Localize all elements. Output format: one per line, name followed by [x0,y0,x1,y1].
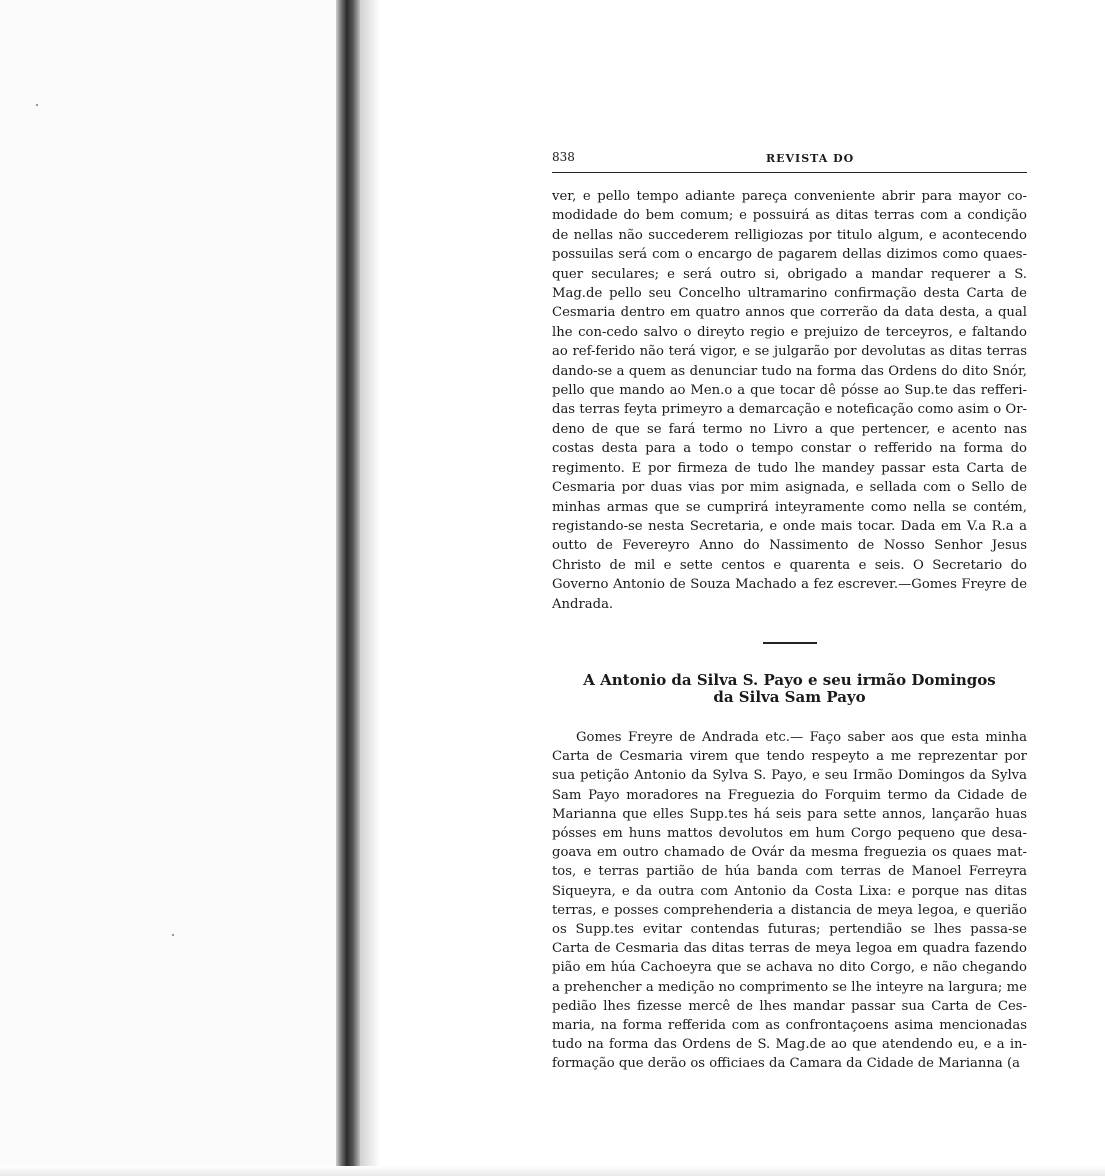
page-bottom-edge [0,1166,1105,1176]
section-body [552,728,1027,1074]
blank-left-page [0,0,342,1176]
section-title-line-2: da Silva Sam Payo [713,687,866,706]
book-binding-gutter [336,0,360,1176]
gutter-shadow [360,0,380,1176]
continuation-text: ver, e pello tempo adiante pareça conveniente abrir para mayor co-modidade do bem comum; e possuirá as ditas terras com a condição de nellas não succederem relligiozas por titulo algum, e acontecendo possuilas será com o encargo de pagarem dellas dizimos como quaes-quer seculares; e será outro si, obrigado a mandar requerer a S. Mag.de pello seu Concelho ultramarino confirmação desta Carta de Cesmaria dentro em quatro annos que correrão da data desta, a qual lhe con-cedo salvo o direyto regio e prejuizo de terceyros, e faltando ao ref-ferido não terá vigor, e se julgarão por devolutas as ditas terras dando-se a quem as denunciar tudo na forma das Ordens do dito Snór, pello que mando ao Men.o a que tocar dê pósse ao Sup.te das refferi-das terras feyta primeyro a demarcação e noteficação como asim o Or-deno de que se fará termo no Livro a que pertencer, e acento nas costas desta para a todo o tempo constar o refferido na forma do regimento. E por firmeza de tudo lhe mandey passar esta Carta de Cesmaria por duas vias por mim asignada, e sellada com o Sello de minhas armas que se cumprirá inteyramente como nella se contém, registando-se nesta Secretaria, e onde mais tocar. Dada em V.a R.a a outto de Fevereyro Anno do Nassimento de Nosso Senhor Jesus Christo de mil e sette centos e quarenta e seis. O Secretario do Governo Antonio de Souza Machado a fez escrever.—Gomes Freyre de Andrada. [552,189,1027,612]
section-divider [763,642,817,644]
section-title-line-1: A Antonio da Silva S. Payo e seu irmão Domingos [583,670,996,689]
section-title [552,672,1027,706]
running-title: REVISTA DO [766,152,855,165]
section-body-text: Gomes Freyre de Andrada etc.— Faço saber aos que esta minha Carta de Cesmaria virem que tendo respeyto a me reprezentar por sua petição Antonio da Sylva S. Payo, e seu Irmão Domingos da Sylva Sam Payo moradores na Freguezia do Forquim termo da Cidade de Marianna que elles Supp.tes há seis para sette annos, lançarão huas pósses em huns mattos devolutos em hum Corgo pequeno que desa-goava em outro chamado de Ovár da mesma freguezia os quaes mat-tos, e terras partião de húa banda com terras de Manoel Ferreyra Siqueyra, e da outra com Antonio da Costa Lixa: e porque nas ditas terras, e posses comprehenderia a distancia de meya legoa, e querião os Supp.tes evitar contendas futuras; pertendião se lhes passa-se Carta de Cesmaria das ditas terras de meya legoa em quadra fazendo pião em húa Cachoeyra que se achava no dito Corgo, e não chegando a prehencher a medição no comprimento se lhe inteyre na largura; me pedião lhes fizesse mercê de lhes mandar passar sua Carta de Ces-maria, na forma refferida com as confrontaçoens asima mencionadas tudo na forma das Ordens de S. Mag.de ao que atendendo eu, e a in-formação que derão os officiaes da Camara da Cidade de Marianna (a [552,729,1027,1072]
paper-speck [172,934,174,936]
paper-speck [36,104,38,106]
running-head [552,148,1027,173]
continuation-paragraph [552,187,1027,614]
printed-page [552,148,1027,1074]
page-number: 838 [552,150,575,164]
